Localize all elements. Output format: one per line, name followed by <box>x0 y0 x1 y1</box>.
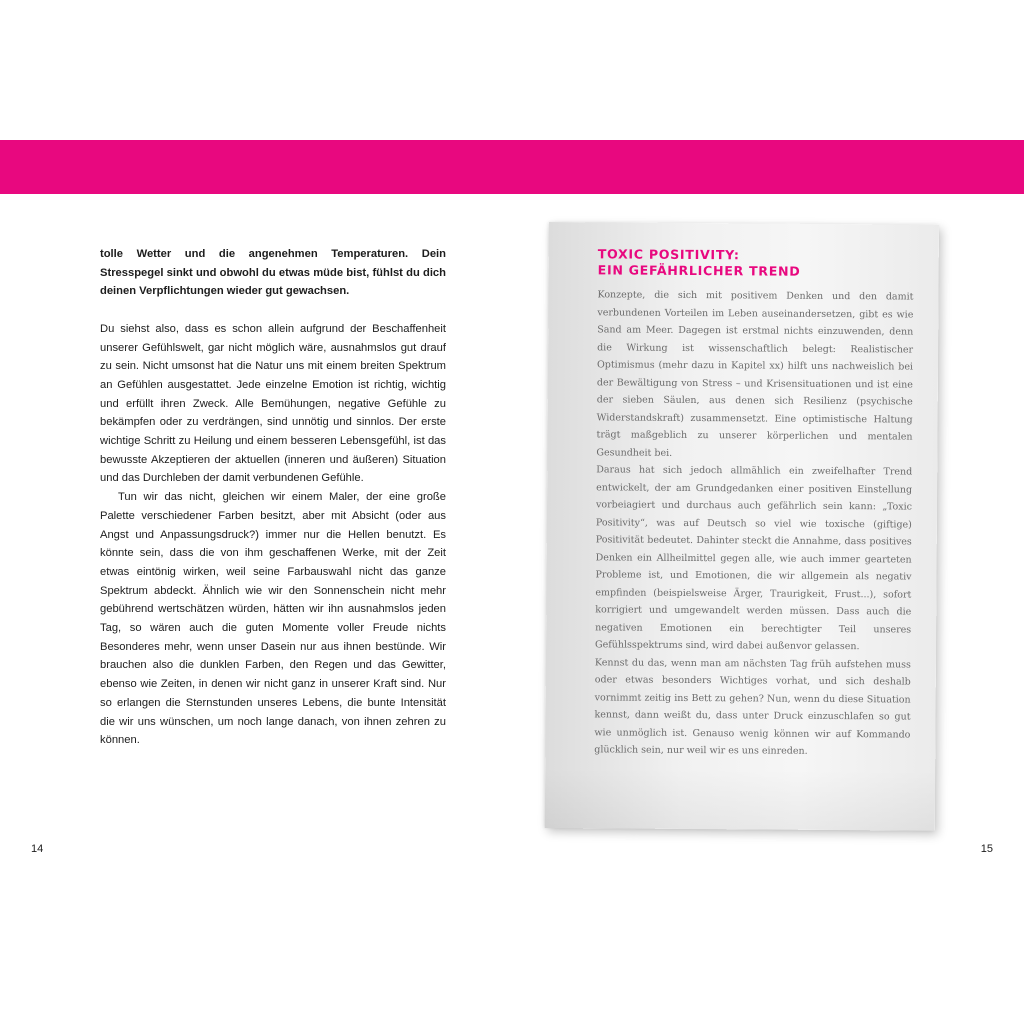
page-number-left: 14 <box>31 843 44 855</box>
info-box-title <box>598 246 898 280</box>
left-page-text <box>100 245 446 750</box>
info-box-paragraph-3: Kennst du das, wenn man am nächsten Tag früh aufstehen muss oder etwas besonders Wichtiges vorhat, und sich deshalb vornimmt zeitig ins Bett zu gehen? Nun, wenn du diese Situation kennst, dann weißt du, dass unter Druck einzuschlafen so gut wie unmöglich ist. Genauso wenig können wir auf Kommando glücklich sein, nur weil wir es uns einreden. <box>594 656 911 757</box>
info-box-card <box>545 222 939 831</box>
info-box-title-line-1: TOXIC POSITIVITY: <box>597 246 740 263</box>
info-box-body <box>594 286 913 761</box>
info-box-title-line-2: EIN GEFÄHRLICHER TREND <box>597 262 801 279</box>
info-box-paragraph-1: Konzepte, die sich mit positivem Denken und den damit verbundenen Vorteilen im Leben auseinandersetzen, gibt es wie Sand am Meer. Dagegen ist erstmal nichts einzuwenden, denn die Wirkung ist wissenschaftlich belegt: Realistischer Optimismus (mehr dazu in Kapitel xx) hilft uns nachweislich bei der Bewältigung von Stress – und Krisensituationen und ist eine der sieben Säulen, aus denen sich Resilienz (psychische Widerstandskraft) zusammensetzt. Eine optimistische Haltung trägt maßgeblich zu unserer körperlichen und mentalen Gesundheit bei. <box>596 289 914 459</box>
page-number-right: 15 <box>980 843 993 855</box>
info-box-paragraph-2: Daraus hat sich jedoch allmählich ein zweifelhafter Trend entwickelt, der am Grundgedanken einer positiven Einstellung vorbeiagiert und durchaus auch gefährlich sein kann: „Toxic Positivity“, was auf Deutsch so viel wie toxische (giftige) Positivität bedeutet. Dahinter steckt die Annahme, dass positives Denken ein Allheilmittel gegen alle, wie auch immer gearteten Probleme ist, und Emotionen, die wir allgemein als negativ empfinden (beispielsweise Ärger, Traurigkeit, Frust...), sofort korrigiert und umgewandelt werden müssen. Dass auch die negativen Emotionen ein berechtigter Teil unseres Gefühlsspektrums sind, wird dabei außenvor gelassen. <box>595 464 913 653</box>
body-paragraph-1: Du siehst also, dass es schon allein aufgrund der Beschaffenheit unserer Gefühlswelt, gar nicht möglich wäre, ausnahmslos gut drauf zu sein. Nicht umsonst hat die Natur uns mit einem breiten Spektrum an Gefühlen ausgestattet. Jede einzelne Emotion ist richtig, wichtig und erfüllt ihren Zweck. Alle Bemühungen, negative Gefühle zu bekämpfen oder zu verdrängen, sind unnötig und sinnlos. Der erste wichtige Schritt zu Heilung und einem besseren Lebensgefühl, ist das bewusste Akzeptieren der aktuellen (inneren und äußeren) Situation und das Durchleben der damit verbundenen Gefühle. <box>100 322 446 485</box>
body-paragraph-2: Tun wir das nicht, gleichen wir einem Maler, der eine große Palette verschiedener Farben besitzt, aber mit Absicht (oder aus Angst und Anpassungsdruck?) immer nur die Hellen benutzt. Es könnte sein, dass die von ihm geschaffenen Werke, mit der Zeit etwas eintönig wirken, weil seine Farbauswahl nicht das ganze Spektrum abdeckt. Ähnlich wie wir den Sonnenschein nicht mehr gebührend wertschätzen würden, hätten wir ihn ausnahmslos jeden Tag, so wären auch die guten Momente voller Freude nichts Besonderes mehr, wenn unser Dasein nur aus ihnen bestünde. Wir brauchen also die dunklen Farben, den Regen und das Gewitter, ebenso wie Zeiten, in denen wir nicht ganz in unserer Kraft sind. Nur so erlangen die Sternstunden unseres Lebens, die bunte Intensität die wir uns wünschen, um noch lange danach, von ihnen zehren zu können. <box>100 491 446 747</box>
intro-paragraph: tolle Wetter und die angenehmen Temperaturen. Dein Stresspegel sinkt und obwohl du etwas müde bist, fühlst du dich deinen Verpflichtungen wieder gut gewachsen. <box>100 248 446 298</box>
header-color-band <box>0 140 1024 194</box>
